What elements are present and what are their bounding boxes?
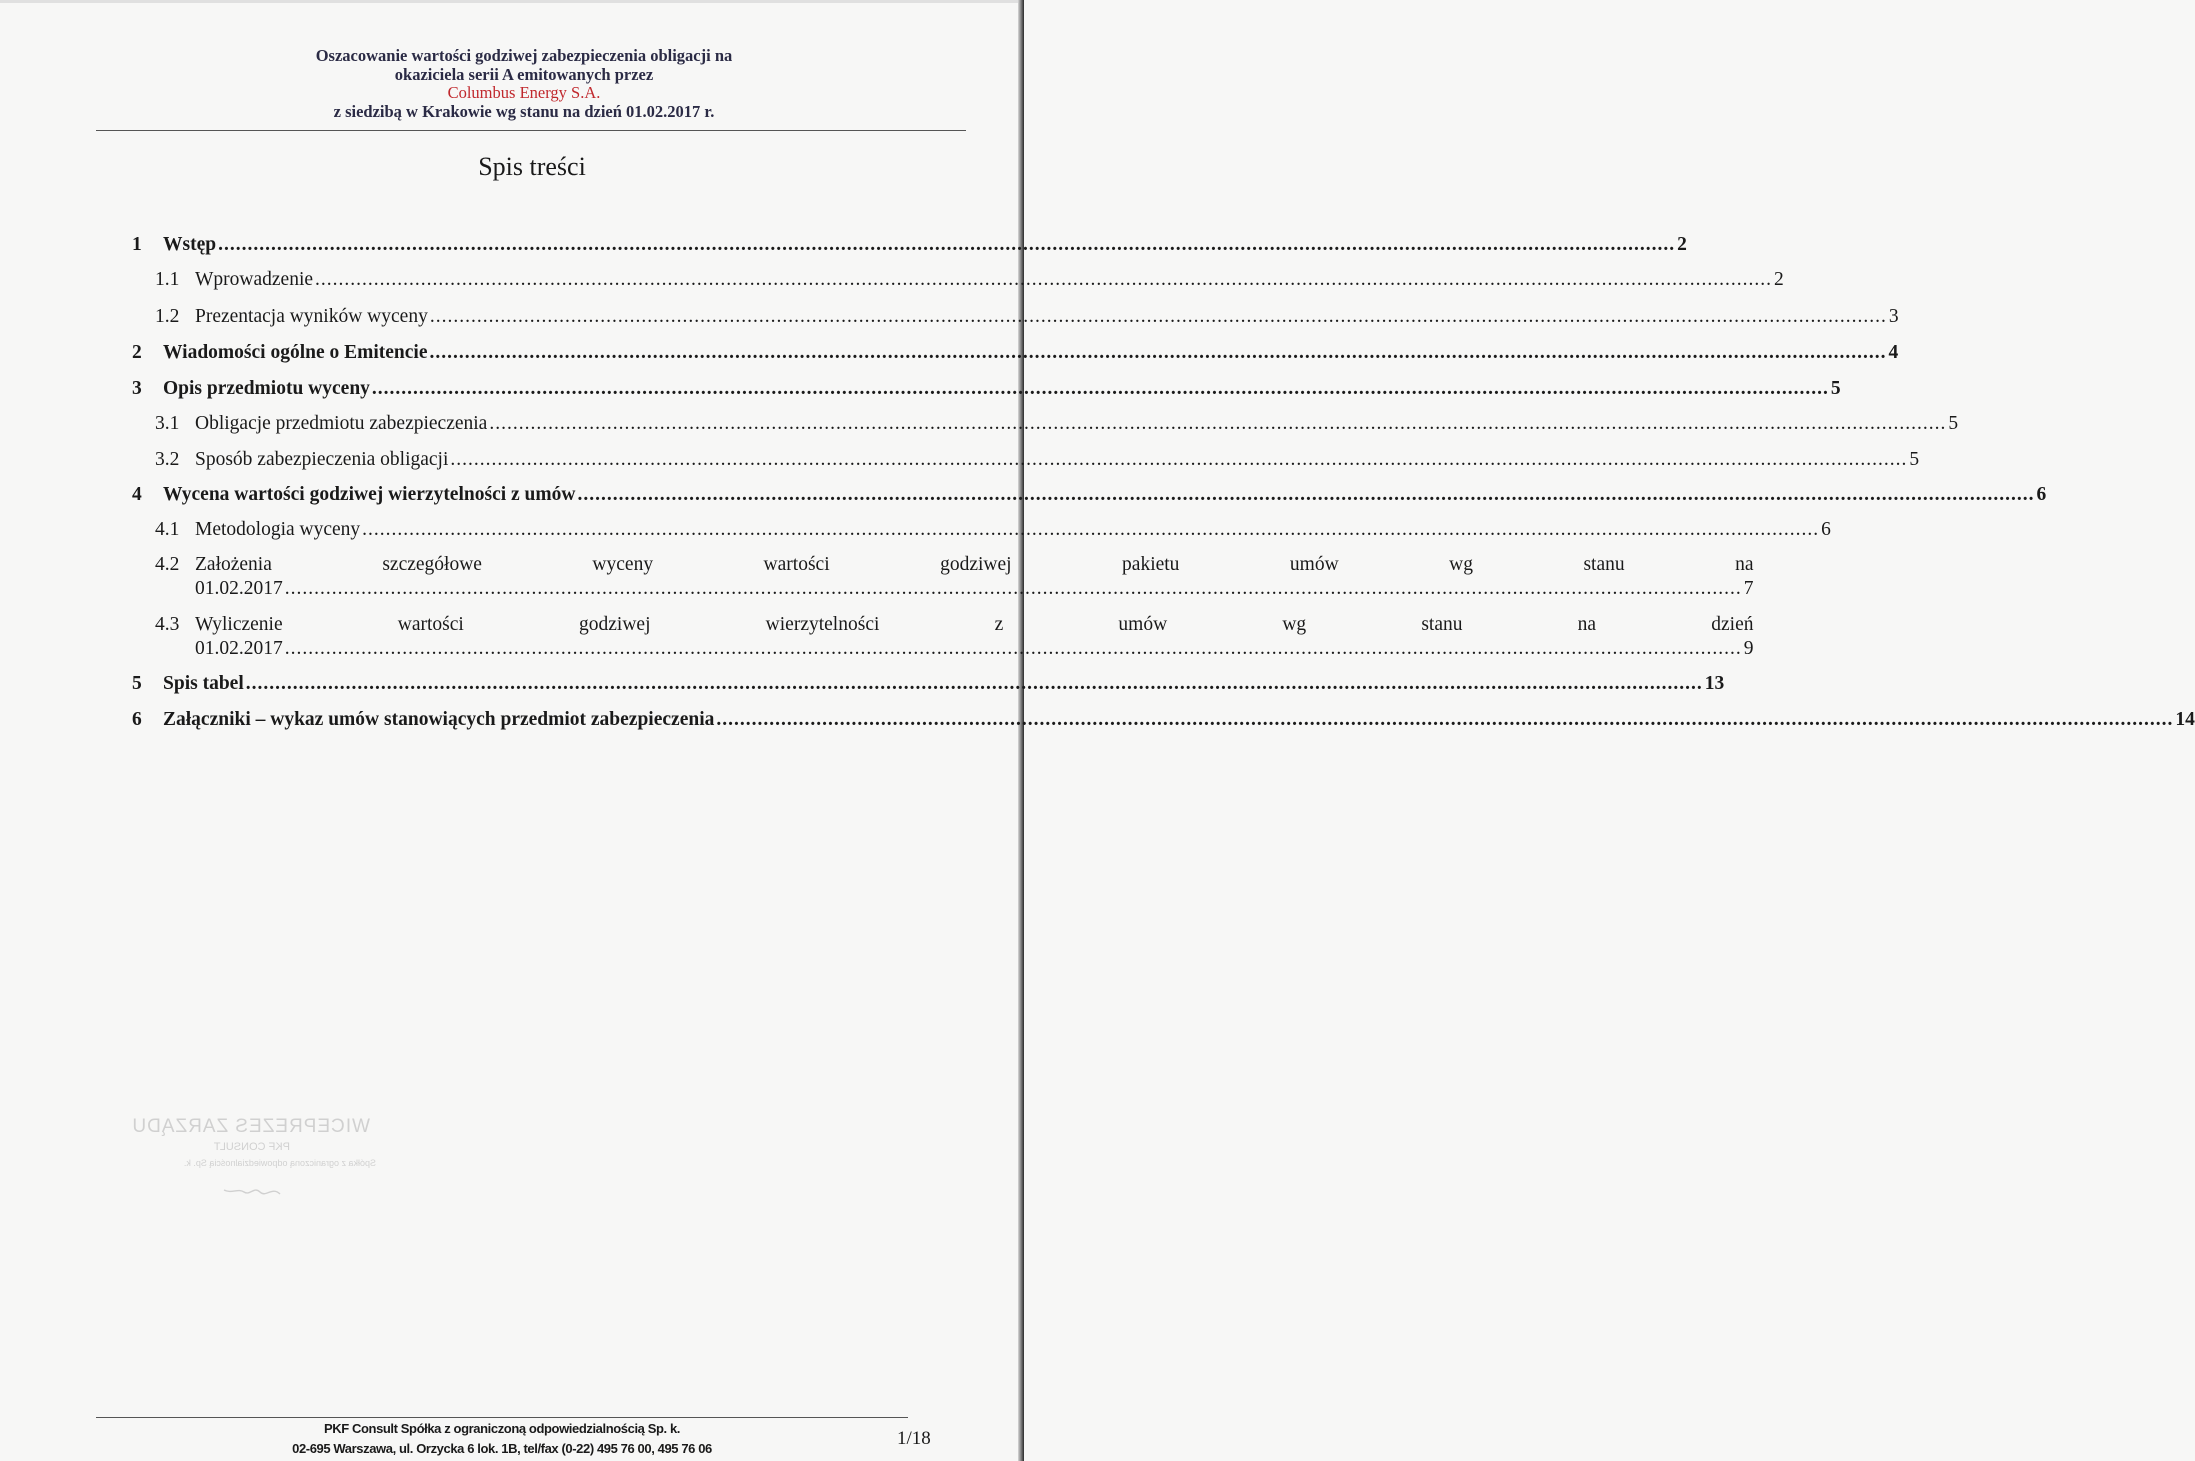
header-line-4: z siedzibą w Krakowie wg stanu na dzień 01.02.2017 r. bbox=[333, 101, 715, 121]
toc-entry-page: 5 bbox=[1830, 378, 1841, 399]
toc-entry-number: 6 bbox=[132, 709, 142, 730]
toc-leader bbox=[315, 268, 1772, 292]
toc-entry-page: 13 bbox=[1704, 673, 1725, 694]
toc-entry[interactable] bbox=[132, 672, 1725, 696]
footer-address: 02-695 Warszawa, ul. Orzycka 6 lok. 1B, tel/fax (0-22) 495 76 00, 495 76 06 bbox=[292, 1441, 712, 1456]
toc-entry-title: Spis tabel bbox=[163, 673, 244, 694]
toc-entry-page: 6 bbox=[1821, 519, 1831, 540]
toc-entry-page: 6 bbox=[2036, 484, 2047, 505]
toc-entry-number: 5 bbox=[132, 673, 142, 694]
toc-entry-title: Prezentacja wyników wyceny bbox=[195, 306, 428, 327]
header-divider bbox=[96, 130, 966, 131]
toc-entry-number: 3.1 bbox=[155, 413, 180, 434]
toc-leader bbox=[430, 341, 1887, 365]
toc-entry-number: 3.2 bbox=[155, 449, 180, 470]
header-line-2: okaziciela serii A emitowanych przez bbox=[394, 64, 654, 84]
toc-entry[interactable] bbox=[132, 613, 1754, 661]
toc-entry-page: 4 bbox=[1888, 342, 1899, 363]
stamp-line-2: PKF CONSULT bbox=[213, 1141, 290, 1153]
toc-entry-page: 5 bbox=[1909, 449, 1920, 470]
toc-entry-number: 4.1 bbox=[155, 519, 180, 540]
toc-entry-title: Założenia szczegółowe wyceny wartości godziwej pakietu umów wg stanu na bbox=[195, 554, 1754, 575]
toc-entry-page: 3 bbox=[1888, 306, 1899, 327]
table-of-contents bbox=[132, 226, 2195, 732]
toc-entry[interactable] bbox=[132, 268, 1784, 292]
bleed-through-stamp bbox=[120, 1108, 380, 1208]
toc-leader bbox=[246, 672, 1703, 696]
toc-entry[interactable] bbox=[132, 377, 1841, 401]
page-number: 1/18 bbox=[897, 1428, 931, 1449]
paper-top-edge bbox=[0, 0, 1024, 3]
toc-leader bbox=[285, 577, 1742, 601]
footer-divider bbox=[96, 1417, 908, 1418]
stamp-line-3: Spółka z ograniczoną odpowiedzialnością Sp. k. bbox=[183, 1158, 376, 1168]
toc-entry-page: 5 bbox=[1948, 413, 1959, 434]
toc-entry-page: 14 bbox=[2175, 709, 2195, 730]
toc-entry-title-continued: 01.02.2017 bbox=[195, 638, 283, 659]
toc-entry-number: 4.2 bbox=[155, 554, 180, 575]
stamp-signature bbox=[224, 1190, 280, 1194]
toc-entry[interactable] bbox=[132, 518, 1831, 542]
toc-entry-title: Obligacje przedmiotu zabezpieczenia bbox=[195, 413, 488, 434]
toc-entry[interactable] bbox=[132, 305, 1899, 329]
toc-entry-title: Wycena wartości godziwej wierzytelności z umów bbox=[163, 484, 576, 505]
document-footer bbox=[96, 1419, 908, 1456]
toc-entry-title: Wprowadzenie bbox=[195, 269, 314, 290]
toc-leader bbox=[450, 448, 1907, 472]
toc-entry-title-continued: 01.02.2017 bbox=[195, 578, 283, 599]
toc-entry[interactable] bbox=[132, 448, 1920, 472]
toc-entry[interactable] bbox=[132, 553, 1754, 601]
toc-entry-title: Metodologia wyceny bbox=[195, 519, 361, 540]
document-header bbox=[0, 47, 1048, 121]
toc-entry[interactable] bbox=[132, 341, 1899, 365]
toc-entry-page: 2 bbox=[1774, 269, 1784, 290]
toc-leader bbox=[218, 233, 1675, 257]
toc-entry-number: 1.2 bbox=[155, 306, 180, 327]
toc-leader bbox=[362, 518, 1819, 542]
toc-leader bbox=[489, 412, 1946, 436]
toc-entry-page: 2 bbox=[1677, 234, 1687, 255]
footer-company: PKF Consult Spółka z ograniczoną odpowiedzialnością Sp. k. bbox=[323, 1421, 681, 1436]
toc-leader bbox=[716, 708, 2173, 732]
toc-entry[interactable] bbox=[132, 233, 1687, 257]
toc-entry-page: 9 bbox=[1743, 638, 1754, 659]
toc-entry-title: Opis przedmiotu wyceny bbox=[163, 378, 370, 399]
toc-entry-title: Wyliczenie wartości godziwej wierzytelności z umów wg stanu na dzień bbox=[195, 614, 1754, 635]
header-line-1: Oszacowanie wartości godziwej zabezpieczenia obligacji na bbox=[315, 46, 733, 65]
toc-leader bbox=[577, 483, 2034, 507]
toc-title: Spis treści bbox=[478, 152, 586, 181]
toc-entry-title: Załączniki – wykaz umów stanowiących przedmiot zabezpieczenia bbox=[163, 709, 715, 730]
toc-entry-title: Wiadomości ogólne o Emitencie bbox=[163, 342, 428, 363]
toc-entry-number: 4 bbox=[132, 484, 142, 505]
stamp-line-1: WICEPREZES ZARZĄDU bbox=[131, 1116, 370, 1137]
toc-entry-number: 1 bbox=[132, 234, 142, 255]
toc-entry-number: 4.3 bbox=[155, 614, 180, 635]
toc-entry-number: 1.1 bbox=[155, 269, 180, 290]
toc-entry[interactable] bbox=[132, 708, 2195, 732]
toc-entry[interactable] bbox=[132, 412, 1959, 436]
toc-entry-title: Wstęp bbox=[163, 234, 217, 255]
toc-entry-title: Sposób zabezpieczenia obligacji bbox=[195, 449, 449, 470]
toc-entry-number: 3 bbox=[132, 378, 142, 399]
toc-entry-page: 7 bbox=[1743, 578, 1754, 599]
header-company: Columbus Energy S.A. bbox=[447, 83, 601, 102]
toc-entry[interactable] bbox=[132, 483, 2047, 507]
toc-leader bbox=[285, 637, 1742, 661]
toc-leader bbox=[430, 305, 1887, 329]
toc-leader bbox=[372, 377, 1829, 401]
toc-entry-number: 2 bbox=[132, 342, 142, 363]
